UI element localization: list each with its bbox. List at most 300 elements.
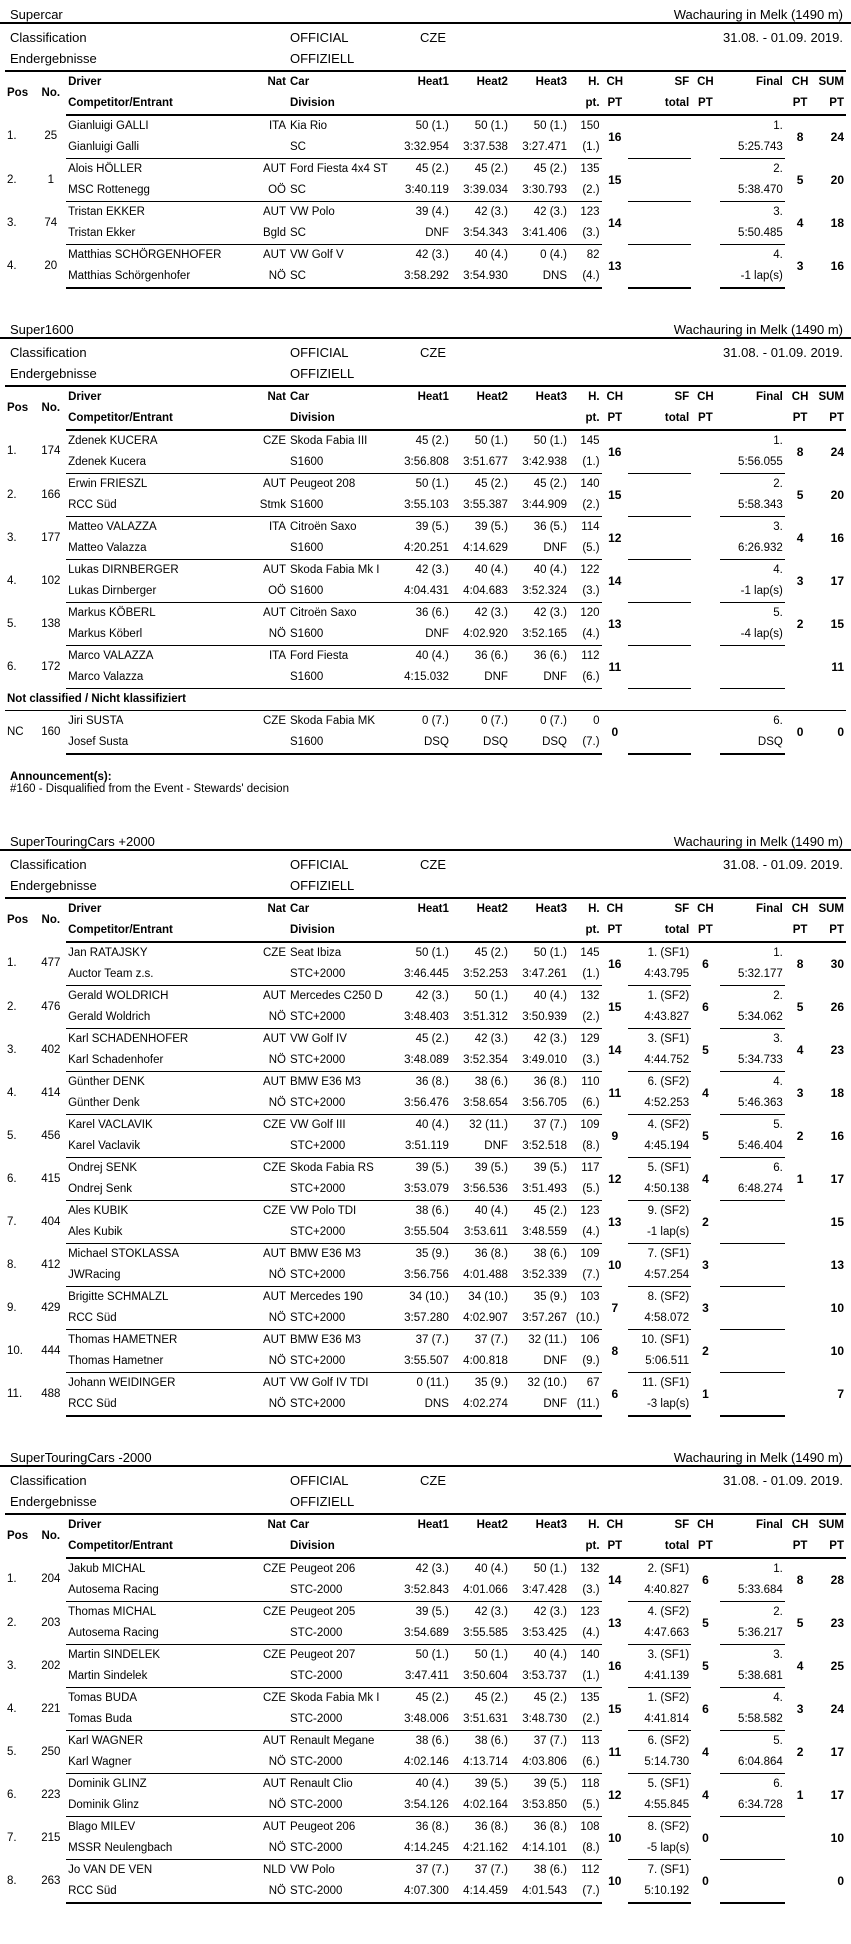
semifinal-time: 4:43.795 [628, 964, 691, 986]
heat-championship-points: 10 [608, 1257, 622, 1272]
car-number: 25 [44, 130, 58, 143]
semifinal-time: 5:06.511 [628, 1351, 691, 1373]
semifinal-result [628, 159, 691, 181]
empty-header-cell [510, 93, 569, 115]
event-dates: 31.08. - 01.09. 2019. [723, 857, 843, 872]
heat2-points: 50 (1.) [474, 120, 508, 132]
final-championship-points: 1 [796, 1171, 804, 1186]
final-championship-points: 5 [796, 999, 804, 1014]
division: SC [288, 137, 390, 159]
final-championship-points: 4 [796, 1042, 804, 1057]
position: 6. [7, 1788, 17, 1801]
official-label: OFFICIAL [290, 857, 349, 872]
nationality: CZE [263, 1119, 286, 1131]
heat3-points: 35 (9.) [533, 1291, 567, 1303]
region [251, 732, 288, 754]
final-time: DSQ [720, 732, 785, 754]
semifinal-championship-points: 0 [702, 1873, 709, 1888]
heat1-time: 3:56.476 [390, 1093, 451, 1115]
driver-name: Jiri SUSTA [68, 715, 124, 727]
header-row [5, 1536, 846, 1558]
heat2-points: 36 (8.) [474, 1248, 508, 1260]
sum-points: 10 [830, 1300, 844, 1315]
semifinal-championship-points [691, 711, 720, 755]
division: STC-2000 [288, 1580, 390, 1602]
position: 6. [7, 660, 17, 673]
table-row [5, 452, 846, 474]
final-time: 5:58.582 [720, 1709, 785, 1731]
heat1-time: 3:48.006 [390, 1709, 451, 1731]
car-model: Ford Fiesta 4x4 ST [290, 163, 388, 175]
col-heat2-header: Heat2 [451, 898, 510, 920]
table-row [5, 517, 846, 539]
position: 2. [7, 173, 17, 186]
division: S1600 [288, 667, 390, 689]
col-ch-header: CH [691, 386, 720, 408]
endergebnisse-label: Endergebnisse [10, 878, 97, 893]
entrant-name: JWRacing [66, 1265, 251, 1287]
final-position: 2. [773, 1606, 783, 1618]
nationality: AUT [263, 1248, 286, 1260]
heat2-time: 3:53.611 [451, 1222, 510, 1244]
nationality: AUT [263, 990, 286, 1002]
heat-championship-points: 11 [608, 1085, 622, 1100]
nationality: CZE [263, 1205, 286, 1217]
final-time: 5:50.485 [720, 223, 785, 245]
section-header [0, 0, 851, 24]
col-ch-header: CH [785, 71, 816, 93]
heat-total-points: 110 [581, 1076, 600, 1088]
final-position: 3. [773, 206, 783, 218]
offiziell-label: OFFIZIELL [290, 878, 355, 893]
heat2-points: 37 (7.) [474, 1864, 508, 1876]
heat-championship-points: 12 [608, 530, 622, 545]
driver-name: Matteo VALAZZA [68, 521, 157, 533]
region: NÖ [251, 1394, 288, 1416]
car-model: VW Golf IV [290, 1033, 347, 1045]
heat-rank: (4.) [569, 1623, 602, 1645]
col-ch-header: CH [602, 1514, 628, 1536]
semifinal-championship-points: 4 [702, 1171, 709, 1186]
heat1-time: DNF [390, 223, 451, 245]
nationality: AUT [263, 1334, 286, 1346]
col-no-header: No. [36, 386, 67, 430]
division: STC+2000 [288, 1179, 390, 1201]
heat-rank: (4.) [569, 266, 602, 288]
empty-header-cell [720, 93, 785, 115]
semifinal-time [628, 223, 691, 245]
heat3-time: 3:52.324 [510, 581, 569, 603]
car-model: Mercedes C250 D [290, 990, 383, 1002]
semifinal-result: 11. (SF1) [642, 1377, 690, 1389]
heat2-points: 39 (5.) [474, 1778, 508, 1790]
semifinal-championship-points: 0 [702, 1830, 709, 1845]
division: S1600 [288, 452, 390, 474]
heat3-points: 42 (3.) [533, 607, 567, 619]
semifinal-championship-points: 5 [702, 1615, 709, 1630]
heat2-points: 50 (1.) [474, 990, 508, 1002]
col-no-header: No. [36, 898, 67, 942]
final-position: 6. [773, 1162, 783, 1174]
heat-championship-points: 15 [608, 1701, 622, 1716]
region: NÖ [251, 1265, 288, 1287]
final-time: -4 lap(s) [720, 624, 785, 646]
results-section [0, 827, 851, 1417]
heat-total-points: 123 [580, 206, 600, 218]
heat2-time: 4:01.488 [451, 1265, 510, 1287]
announcement-title: Announcement(s): [10, 771, 112, 783]
nationality: CZE [263, 435, 286, 447]
heat-rank: (2.) [569, 180, 602, 202]
driver-name: Alois HÖLLER [68, 163, 143, 175]
entrant-name: Gerald Woldrich [66, 1007, 251, 1029]
semifinal-championship-points: 1 [702, 1386, 709, 1401]
col-ch-header: CH [785, 386, 816, 408]
results-section [0, 0, 851, 289]
table-row [5, 1731, 846, 1753]
header-row [5, 386, 846, 408]
heat1-points: 34 (10.) [409, 1291, 449, 1303]
semifinal-championship-points: 2 [702, 1343, 709, 1358]
driver-name: Matthias SCHÖRGENHOFER [68, 249, 222, 261]
heat1-time: 3:40.119 [390, 180, 451, 202]
table-row [5, 1709, 846, 1731]
heat1-time: 3:56.756 [390, 1265, 451, 1287]
col-sum-header: SUM [815, 386, 846, 408]
region [251, 1709, 288, 1731]
final-position: 4. [773, 1076, 783, 1088]
table-row [5, 1688, 846, 1710]
nationality: AUT [263, 1033, 286, 1045]
classification-block [0, 1467, 851, 1513]
sum-points: 16 [830, 1128, 844, 1143]
entrant-name: Matthias Schörgenhofer [66, 266, 251, 288]
table-row [5, 986, 846, 1008]
semifinal-result: 7. (SF1) [647, 1248, 690, 1260]
event-dates: 31.08. - 01.09. 2019. [723, 1473, 843, 1488]
col-pos-header: Pos [5, 71, 36, 115]
col-driver-header: Driver [66, 386, 251, 408]
heat3-points: 36 (6.) [533, 650, 567, 662]
entrant-name: Ondrej Senk [66, 1179, 251, 1201]
col-competitor-header: Competitor/Entrant [66, 920, 251, 942]
heat-championship-points: 15 [608, 487, 622, 502]
heat2-points: 45 (2.) [474, 1692, 508, 1704]
semifinal-time: 4:57.254 [628, 1265, 691, 1287]
heat3-time: 3:56.705 [510, 1093, 569, 1115]
division: SC [288, 266, 390, 288]
car-model: VW Golf IV TDI [290, 1377, 369, 1389]
final-time: 6:34.728 [720, 1795, 785, 1817]
car-model: VW Polo [290, 206, 335, 218]
heat2-time: 4:02.920 [451, 624, 510, 646]
col-pt-header: PT [691, 93, 720, 115]
sum-points: 28 [830, 1572, 844, 1587]
semifinal-result [628, 603, 691, 625]
col-sf-header: SF [628, 1514, 691, 1536]
heat-rank: (8.) [569, 1136, 602, 1158]
heat1-points: 36 (8.) [415, 1076, 449, 1088]
entrant-name: Günther Denk [66, 1093, 251, 1115]
heat-championship-points: 16 [608, 129, 622, 144]
region [251, 667, 288, 689]
table-row [5, 1351, 846, 1373]
position: 8. [7, 1258, 17, 1271]
heat-rank: (2.) [569, 1709, 602, 1731]
table-row [5, 245, 846, 267]
heat1-points: 39 (4.) [415, 206, 449, 218]
nationality: NLD [262, 1864, 286, 1876]
heat2-points: 38 (6.) [474, 1076, 508, 1088]
empty-header-cell [510, 1536, 569, 1558]
heat2-time: 4:02.907 [451, 1308, 510, 1330]
heat2-points: 42 (3.) [474, 1033, 508, 1045]
division: STC+2000 [288, 1007, 390, 1029]
heat3-time: 3:53.425 [510, 1623, 569, 1645]
col-final-header: Final [720, 71, 785, 93]
driver-name: Zdenek KUCERA [68, 435, 158, 447]
empty-header-cell [251, 1536, 288, 1558]
entrant-name: Tristan Ekker [66, 223, 251, 245]
table-body [5, 115, 846, 288]
heat1-points: 38 (6.) [415, 1735, 449, 1747]
col-heat3-header: Heat3 [510, 1514, 569, 1536]
semifinal-time [628, 624, 691, 646]
classification-label: Classification [10, 857, 87, 872]
heat-total-points: 140 [580, 478, 600, 490]
semifinal-time [628, 137, 691, 159]
col-pt-header: PT [602, 93, 628, 115]
car-number: 215 [41, 1831, 61, 1844]
region [251, 137, 288, 159]
results-section [0, 315, 851, 801]
final-time: -1 lap(s) [720, 266, 785, 288]
heat-championship-points: 16 [608, 444, 622, 459]
heat3-points: 32 (11.) [528, 1334, 567, 1346]
empty-header-cell [251, 920, 288, 942]
final-championship-points [785, 1201, 816, 1244]
heat3-time: 3:50.939 [510, 1007, 569, 1029]
heat1-time: DNS [390, 1394, 451, 1416]
heat2-time: 3:37.538 [451, 137, 510, 159]
heat3-points: 42 (3.) [533, 206, 567, 218]
region: Bgld [251, 223, 288, 245]
heat1-points: 39 (5.) [415, 1162, 449, 1174]
col-pt-header: PT [691, 920, 720, 942]
final-championship-points: 8 [796, 129, 804, 144]
position: 7. [7, 1831, 17, 1844]
col-pt-header: pt. [569, 93, 602, 115]
position: 3. [7, 1043, 17, 1056]
heat1-time: 3:55.103 [390, 495, 451, 517]
semifinal-championship-points: 4 [702, 1085, 709, 1100]
heat-championship-points: 13 [608, 258, 622, 273]
final-position: 5. [773, 1735, 783, 1747]
nationality: CZE [263, 1162, 286, 1174]
heat1-time: 3:32.954 [390, 137, 451, 159]
final-position: 4. [773, 1692, 783, 1704]
heat2-time: 4:00.818 [451, 1351, 510, 1373]
heat2-points: 50 (1.) [474, 1649, 508, 1661]
division: STC-2000 [288, 1709, 390, 1731]
table-row [5, 1666, 846, 1688]
header-row [5, 1514, 846, 1536]
heat2-points: 34 (10.) [468, 1291, 508, 1303]
final-championship-points: 3 [796, 573, 804, 588]
sum-points: 16 [830, 258, 844, 273]
nationality: AUT [263, 249, 286, 261]
car-number: 477 [41, 957, 61, 970]
heat-championship-points: 16 [608, 1658, 622, 1673]
nationality: AUT [263, 607, 286, 619]
heat1-time: 3:55.504 [390, 1222, 451, 1244]
car-number: 250 [41, 1745, 61, 1758]
semifinal-time [628, 732, 691, 754]
car-number: 404 [41, 1215, 61, 1228]
semifinal-result: 6. (SF2) [647, 1735, 690, 1747]
nationality: AUT [263, 206, 286, 218]
final-time: 5:34.733 [720, 1050, 785, 1072]
table-row [5, 266, 846, 288]
table-row [5, 624, 846, 646]
entrant-name: Auctor Team z.s. [66, 964, 251, 986]
col-no-header: No. [36, 71, 67, 115]
final-position [720, 1244, 785, 1266]
heat3-points: 50 (1.) [533, 1563, 567, 1575]
col-nat-header: Nat [251, 71, 288, 93]
heat-championship-points: 12 [608, 1787, 622, 1802]
region: NÖ [251, 266, 288, 288]
heat-rank: (3.) [569, 581, 602, 603]
col-final-header: Final [720, 898, 785, 920]
heat-rank: (5.) [569, 1179, 602, 1201]
heat2-time: 3:52.253 [451, 964, 510, 986]
heat1-points: 42 (3.) [415, 564, 449, 576]
heat3-points: 0 (4.) [540, 249, 567, 261]
heat-championship-points: 13 [608, 616, 622, 631]
heat-total-points: 123 [580, 1606, 600, 1618]
heat-championship-points: 11 [608, 659, 622, 674]
car-number: 412 [41, 1258, 61, 1271]
heat2-time: 3:51.312 [451, 1007, 510, 1029]
table-row [5, 430, 846, 452]
sum-points: 0 [837, 725, 844, 739]
col-nat-header: Nat [251, 386, 288, 408]
table-body [5, 430, 846, 754]
semifinal-championship-points [691, 202, 720, 245]
heat-rank: (6.) [569, 1093, 602, 1115]
empty-header-cell [390, 408, 451, 430]
car-model: BMW E36 M3 [290, 1076, 361, 1088]
final-time: 5:25.743 [720, 137, 785, 159]
table-row [5, 1394, 846, 1416]
table-row [5, 1623, 846, 1645]
col-nat-header: Nat [251, 1514, 288, 1536]
col-pt-header: PT [815, 93, 846, 115]
sum-points: 18 [830, 215, 844, 230]
final-position [720, 1201, 785, 1223]
col-ch-header: CH [691, 898, 720, 920]
final-time [720, 667, 785, 689]
semifinal-championship-points: 5 [702, 1128, 709, 1143]
car-number: 202 [41, 1659, 61, 1672]
heat-rank: (7.) [569, 732, 602, 754]
final-time: 5:38.470 [720, 180, 785, 202]
offiziell-label: OFFIZIELL [290, 51, 355, 66]
car-model: Renault Clio [290, 1778, 353, 1790]
table-row [5, 1265, 846, 1287]
heat-championship-points: 14 [608, 215, 622, 230]
sum-points: 10 [830, 1343, 844, 1358]
col-heat1-header: Heat1 [390, 898, 451, 920]
heat-rank: (6.) [569, 667, 602, 689]
heat3-points: 39 (5.) [533, 1778, 567, 1790]
position: 3. [7, 216, 17, 229]
heat2-points: 37 (7.) [474, 1334, 508, 1346]
nationality: CZE [263, 1692, 286, 1704]
heat3-time: 3:52.165 [510, 624, 569, 646]
heat3-time: DNF [510, 1394, 569, 1416]
heat3-time: 4:03.806 [510, 1752, 569, 1774]
division: STC-2000 [288, 1752, 390, 1774]
heat-total-points: 129 [580, 1033, 600, 1045]
nationality: ITA [268, 650, 286, 662]
col-competitor-header: Competitor/Entrant [66, 408, 251, 430]
division: SC [288, 223, 390, 245]
final-championship-points: 3 [796, 1085, 804, 1100]
final-championship-points: 2 [796, 1744, 804, 1759]
semifinal-time: 4:52.253 [628, 1093, 691, 1115]
heat1-points: 0 (7.) [422, 715, 449, 727]
semifinal-championship-points [691, 474, 720, 517]
position: 10. [7, 1344, 23, 1357]
heat2-time: 4:02.274 [451, 1394, 510, 1416]
heat2-points: 38 (6.) [474, 1735, 508, 1747]
heat3-points: 40 (4.) [533, 564, 567, 576]
venue: Wachauring in Melk (1490 m) [673, 322, 843, 337]
heat3-time: 3:30.793 [510, 180, 569, 202]
event-dates: 31.08. - 01.09. 2019. [723, 345, 843, 360]
heat2-time: 3:55.585 [451, 1623, 510, 1645]
car-model: Skoda Fabia Mk I [290, 1692, 380, 1704]
heat1-time: 3:46.445 [390, 964, 451, 986]
heat1-points: 45 (2.) [415, 163, 449, 175]
region: NÖ [251, 1795, 288, 1817]
heat2-time: 4:04.683 [451, 581, 510, 603]
final-championship-points [785, 1860, 816, 1904]
final-time: 5:34.062 [720, 1007, 785, 1029]
heat2-time: 4:01.066 [451, 1580, 510, 1602]
col-pt-header: PT [815, 920, 846, 942]
heat1-time: 3:58.292 [390, 266, 451, 288]
car-number: 203 [41, 1616, 61, 1629]
heat-championship-points: 10 [608, 1830, 622, 1845]
table-row [5, 646, 846, 668]
col-total-header: total [628, 408, 691, 430]
final-championship-points: 5 [796, 487, 804, 502]
car-number: 444 [41, 1344, 61, 1357]
final-time: 5:32.177 [720, 964, 785, 986]
heat-total-points: 82 [586, 249, 600, 261]
heat-championship-points: 12 [608, 1171, 622, 1186]
table-row [5, 1752, 846, 1774]
semifinal-result [628, 474, 691, 496]
heat1-time: 4:14.245 [390, 1838, 451, 1860]
sum-points: 20 [830, 487, 844, 502]
heat3-points: 38 (6.) [533, 1864, 567, 1876]
country-code: CZE [420, 345, 446, 360]
final-championship-points [785, 1373, 816, 1417]
